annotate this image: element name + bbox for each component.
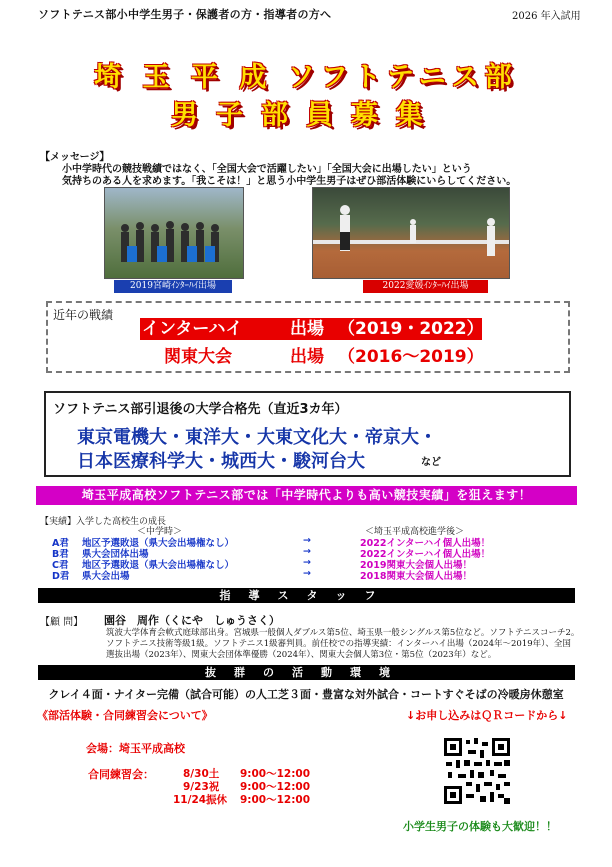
record-label: 近年の戦績 [53,308,114,322]
team-photo-2019 [104,187,244,279]
results-row-d-who: D君 [52,571,70,582]
advisor-bio-line-3: 選抜出場（2023年）、関東大会団体準優勝（2024年）、関東大会個人第3位・第5位（2023年）など。 [106,650,497,660]
results-col-middle: ＜中学時＞ [137,527,183,537]
results-row-c-arrow: → [303,557,311,568]
match-photo-2022-figures [313,188,509,278]
results-row-c-high: 2019関東大会個人出場！ [360,560,472,571]
results-row-a-high: 2022インターハイ個人出場！ [360,538,491,549]
record-kanto-years: （2016〜2019） [338,347,484,367]
university-suffix: など [421,457,441,468]
advisor-name: 園谷 周作（くにや しゅうさく） [104,614,280,627]
year-label: 2026 年入試用 [512,11,581,22]
university-line-2: 日本医療科学大・城西大・駿河台大 [77,451,365,472]
advisor-label: 【顧 問】 [40,617,84,628]
university-line-1: 東京電機大・東洋大・大東文化大・帝京大・ [77,427,437,448]
message-line-2: 気持ちのある人を求めます。「我こそは！」と思う小中学生男子はぜひ部活体験にいらしてください。 [62,176,517,187]
environment-section-bar: 抜群の活動環境 [38,665,575,680]
results-row-b-who: B君 [52,549,69,560]
results-row-b-middle: 県大会団体出場 [82,549,149,560]
practice-date-2: 9/23祝 [183,781,220,793]
match-photo-2022 [312,187,510,279]
highlight-banner: 埼玉平成高校ソフトテニス部では「中学時代よりも高い競技実績」を狙えます！ [36,486,577,505]
results-row-a-arrow: → [303,535,311,546]
event-info-heading: 《部活体験・合同練習会について》 [37,709,213,722]
title-line-1: 埼 玉 平 成 ソフトテニス部 [94,62,518,93]
results-label: 【実績】入学した高校生の成長 [40,517,167,527]
audience-line: ソフトテニス部小中学生男子・保護者の方・指導者の方へ [38,8,332,21]
title-line-2: 男子部員募集 [171,100,441,131]
results-row-d-high: 2018関東大会個人出場！ [360,571,472,582]
results-row-c-middle: 地区予選敗退（県大会出場権なし） [82,560,235,571]
advisor-bio-line-1: 筑波大学体育会軟式庭球部出身。宮城県一般個人ダブルス第5位、埼玉県一般シングルス第5位など。ソフトテニスコーチ2。 [106,628,580,638]
record-interhigh [140,318,482,340]
results-row-d-arrow: → [303,568,311,579]
apply-instruction: ↓お申し込みはＱＲコードから↓ [406,709,568,722]
practice-label: 合同練習会： [88,768,154,781]
team-photo-2019-figures [105,188,243,278]
message-heading: 【メッセージ】 [40,152,110,163]
staff-section-bar: 指導スタッフ [38,588,575,603]
qr-code[interactable] [442,736,512,806]
university-heading: ソフトテニス部引退後の大学合格先（直近3カ年） [53,402,348,417]
practice-time-3: 9:00〜12:00 [240,794,311,806]
practice-date-3: 11/24振休 [173,794,228,806]
results-row-d-middle: 県大会出場 [82,571,130,582]
results-row-b-arrow: → [303,546,311,557]
practice-time-1: 9:00〜12:00 [240,768,311,780]
advisor-bio-line-2: ソフトテニス技術等級1級。ソフトテニス1級審判員。前任校での指導実績：インターハイ出場（2024年〜2019年）、全国 [106,639,571,649]
practice-time-2: 9:00〜12:00 [240,781,311,793]
results-row-a-middle: 地区予選敗退（県大会出場権なし） [82,538,235,549]
results-row-c-who: C君 [52,560,69,571]
venue-text: 会場：埼玉平成高校 [86,742,185,755]
practice-date-1: 8/30土 [183,768,220,780]
welcome-text: 小学生男子の体験も大歓迎！！ [403,820,557,833]
record-interhigh-years: （2019・2022） [338,319,484,339]
results-row-b-high: 2022インターハイ個人出場！ [360,549,491,560]
qr-code-icon [442,736,512,806]
record-interhigh-name: インターハイ [142,319,243,339]
results-row-a-who: A君 [52,538,69,549]
message-line-1: 小中学時代の競技戦績ではなく、「全国大会で活躍したい」「全国大会に出場したい」という [62,164,472,175]
photo-caption-2019: 2019宮崎ｲﾝﾀｰﾊｲ出場 [114,280,232,293]
record-kanto-name: 関東大会 [164,347,232,367]
results-col-high: ＜埼玉平成高校進学後＞ [365,527,465,537]
environment-text: クレイ４面・ナイター完備（試合可能）の人工芝３面・豊富な対外試合・コートすぐそばの冷暖房休憩室 [48,688,564,701]
photo-caption-2022: 2022愛媛ｲﾝﾀｰﾊｲ出場 [363,280,488,293]
record-kanto-status: 出場 [290,347,324,367]
record-interhigh-status: 出場 [290,319,324,339]
